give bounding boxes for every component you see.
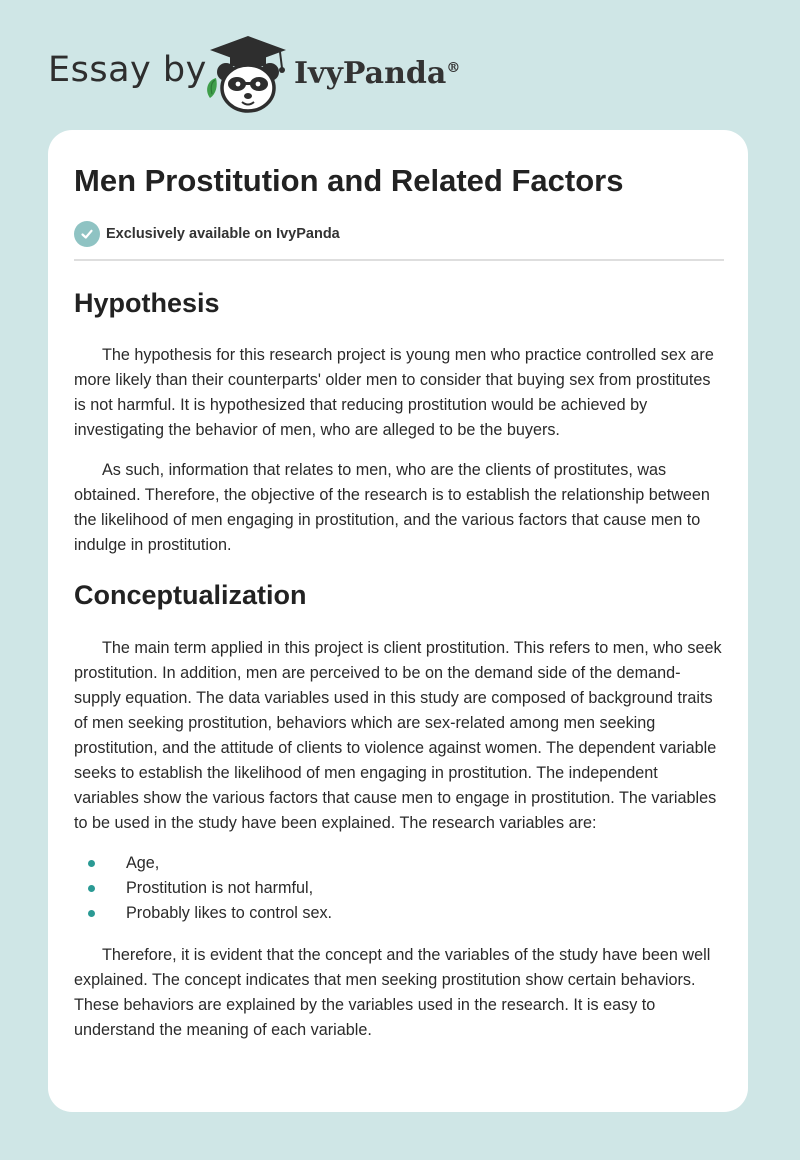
list-item: Prostitution is not harmful, bbox=[74, 876, 724, 901]
checkmark-icon bbox=[74, 221, 100, 247]
exclusive-badge bbox=[74, 221, 724, 247]
brand-header bbox=[48, 34, 488, 114]
bullet-icon bbox=[88, 910, 95, 917]
section-heading-conceptualization: Conceptualization bbox=[74, 579, 307, 610]
section-heading-hypothesis: Hypothesis bbox=[74, 288, 220, 319]
paragraph: The hypothesis for this research project is young men who practice controlled sex are more likely than their counterparts' older men to consider that buying sex from prostitutes is not harmful. It is hypothesized that reducing prostitution would be achieved by investigating the behavior of men, who are alleged to be the buyers. bbox=[74, 345, 714, 439]
panda-logo-icon[interactable] bbox=[200, 34, 296, 114]
bullet-icon bbox=[88, 885, 95, 892]
brand-name[interactable]: IvyPanda® bbox=[294, 56, 461, 91]
paragraph: Therefore, it is evident that the concept and the variables of the study have been well explained. The concept indicates that men seeking prostitution show certain behaviors. These behaviors are explained by the variables used in the research. It is easy to understand the meaning of each variable. bbox=[74, 945, 711, 1039]
list-item: Age, bbox=[74, 851, 724, 876]
badge-text: Exclusively available on IvyPanda bbox=[106, 226, 340, 243]
brand-prefix: Essay by bbox=[48, 50, 207, 90]
paragraph: As such, information that relates to men, who are the clients of prostitutes, was obtained. Therefore, the objective of the research is to establish the relationship between the likelihood of men engaging in prostitution, and the various factors that cause men to indulge in prostitution. bbox=[74, 460, 710, 554]
variables-list bbox=[74, 851, 724, 926]
bullet-icon bbox=[88, 860, 95, 867]
page-title: Men Prostitution and Related Factors bbox=[74, 163, 624, 198]
essay-card bbox=[48, 130, 748, 1112]
paragraph: The main term applied in this project is client prostitution. This refers to men, who seek prostitution. In addition, men are perceived to be on the demand side of the demand-supply equation. The data variables used in this study are composed of background traits of men seeking prostitution, behaviors which are sex-related among men seeking prostitution, and the attitude of clients to violence against women. The dependent variable seeks to establish the likelihood of men engaging in prostitution. The independent variables show the various factors that cause men to engage in prostitution. The variables to be used in the study have been explained. The research variables are: bbox=[74, 638, 722, 832]
list-item: Probably likes to control sex. bbox=[74, 901, 724, 926]
divider bbox=[74, 259, 724, 261]
